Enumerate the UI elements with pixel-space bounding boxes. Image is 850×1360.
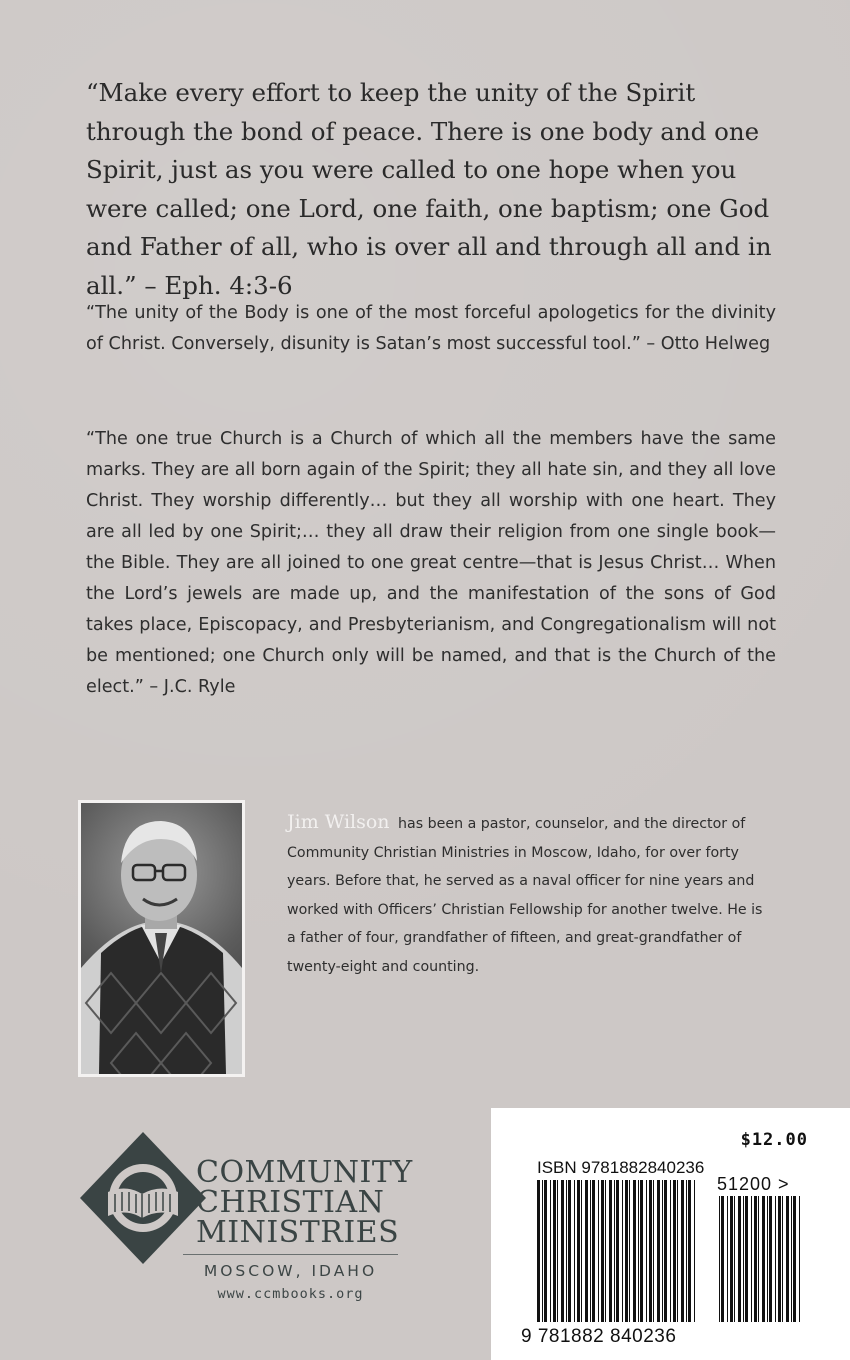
author-portrait-icon: [81, 803, 242, 1074]
ccm-book-emblem-icon: [78, 1128, 208, 1268]
ryle-quote: “The one true Church is a Church of which all the members have the same marks. They are all born again of the Spirit; they all hate sin, and they all love Christ. They worship differently… but they all worship with one heart. They are all led by one Spirit;… they all draw their religion from one single book—the Bible. They are all joined to one great centre—that is Jesus Christ… When the Lord’s jewels are made up, and the manifestation of the sons of God takes place, Episcopacy, and Presbyterianism, and Congregationalism will not be mentioned; one Church only will be named, and that is the Church of the elect.” – J.C. Ryle: [86, 429, 776, 697]
logo-divider: [183, 1254, 398, 1255]
author-bio: [287, 808, 765, 982]
logo-line-community: COMMUNITY: [196, 1155, 413, 1190]
publisher-city: MOSCOW, IDAHO: [203, 1262, 378, 1280]
author-bio-text: has been a pastor, counselor, and the director of Community Christian Ministries in Moscow, Idaho, for over forty years. Before that, he served as a naval officer for nine years and worked with Officers’ Christian Fellowship for another twelve. He is a father of four, grandfather of fifteen, and great-grandfather of twenty-eight and counting.: [287, 816, 763, 975]
price-label: $12.00: [740, 1130, 808, 1150]
isbn-label: ISBN 9781882840236: [537, 1158, 705, 1177]
logo-line-christian: CHRISTIAN: [196, 1185, 385, 1220]
scripture-quote: “Make every effort to keep the unity of the Spirit through the bond of peace. There is one body and one Spirit, just as you were called to one hope when you were called; one Lord, one faith, one baptism; one God and Father of all, who is over all and through all and in all.” – Eph. 4:3-6: [86, 78, 772, 300]
isbn-barcode-icon: [491, 1108, 850, 1360]
publisher-url: www.ccmbooks.org: [217, 1286, 364, 1302]
addon-label: 51200 >: [717, 1174, 790, 1194]
logo-line-ministries: MINISTRIES: [196, 1215, 400, 1250]
isbn-digits: 9 781882 840236: [521, 1326, 677, 1347]
author-name: Jim Wilson: [287, 811, 390, 833]
helweg-quote: “The unity of the Body is one of the most forceful apologetics for the divinity of Christ. Conversely, disunity is Satan’s most successful tool.” – Otto Helweg: [86, 303, 776, 354]
publisher-logo: [78, 1128, 413, 1318]
barcode-panel: [491, 1108, 850, 1360]
author-photo: [78, 800, 245, 1077]
